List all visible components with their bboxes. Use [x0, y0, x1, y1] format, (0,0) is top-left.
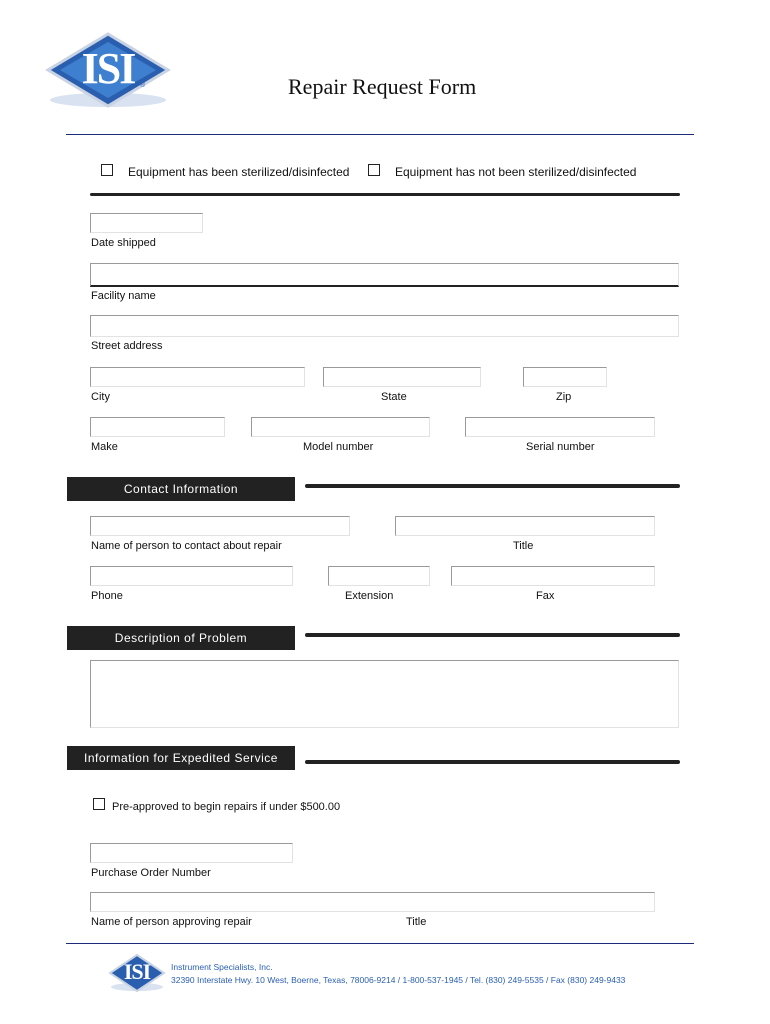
footer-divider: [66, 943, 694, 944]
sterilized-checkbox[interactable]: [101, 164, 113, 176]
facility-name-field[interactable]: [90, 263, 679, 287]
city-field[interactable]: [90, 367, 305, 387]
contact-title-label: Title: [513, 540, 534, 552]
phone-field[interactable]: [90, 566, 293, 586]
approver-name-label: Name of person approving repair: [91, 916, 252, 928]
approver-field[interactable]: [90, 892, 655, 912]
model-number-label: Model number: [303, 441, 374, 453]
contact-title-field[interactable]: [395, 516, 655, 536]
footer-company-name: Instrument Specialists, Inc.: [171, 962, 273, 972]
state-field[interactable]: [323, 367, 481, 387]
make-field[interactable]: [90, 417, 225, 437]
expedited-section-rule: [305, 760, 680, 764]
company-logo: [44, 30, 172, 112]
fax-label: Fax: [536, 590, 555, 602]
sterilized-label: Equipment has been sterilized/disinfected: [128, 165, 350, 179]
approver-title-label: Title: [406, 916, 427, 928]
extension-label: Extension: [345, 590, 394, 602]
footer-logo-text: ISI: [123, 959, 151, 984]
city-label: City: [91, 391, 110, 403]
serial-number-label: Serial number: [526, 441, 595, 453]
problem-section-rule: [305, 633, 680, 637]
not-sterilized-checkbox[interactable]: [368, 164, 380, 176]
page-title: Repair Request Form: [288, 74, 477, 99]
logo-text: ISI: [81, 44, 135, 93]
serial-number-field[interactable]: [465, 417, 655, 437]
registered-mark: ®: [140, 82, 146, 89]
date-shipped-field[interactable]: [90, 213, 203, 233]
po-number-label: Purchase Order Number: [91, 867, 211, 879]
header-divider: [66, 134, 694, 135]
zip-field[interactable]: [523, 367, 607, 387]
contact-section-rule: [305, 484, 680, 488]
sterilization-divider: [90, 193, 680, 196]
street-address-field[interactable]: [90, 315, 679, 337]
footer-address: 32390 Interstate Hwy. 10 West, Boerne, Texas, 78006-9214 / 1-800-537-1945 / Tel. (830) 249-5535 / Fax (830) 249-9433: [171, 975, 626, 985]
model-number-field[interactable]: [251, 417, 430, 437]
contact-section-header: Contact Information: [67, 477, 295, 501]
footer-logo: [108, 953, 166, 993]
phone-label: Phone: [91, 590, 123, 602]
facility-name-label: Facility name: [91, 290, 156, 302]
state-label: State: [381, 391, 407, 403]
contact-name-field[interactable]: [90, 516, 350, 536]
zip-label: Zip: [556, 391, 572, 403]
expedited-section-header: Information for Expedited Service: [67, 746, 295, 770]
problem-section-header: Description of Problem: [67, 626, 295, 650]
fax-field[interactable]: [451, 566, 655, 586]
make-label: Make: [91, 441, 118, 453]
street-address-label: Street address: [91, 340, 163, 352]
extension-field[interactable]: [328, 566, 430, 586]
preapproved-label: Pre-approved to begin repairs if under $500.00: [112, 801, 341, 813]
not-sterilized-label: Equipment has not been sterilized/disinfected: [395, 165, 637, 179]
preapproved-checkbox[interactable]: [93, 798, 105, 810]
contact-name-label: Name of person to contact about repair: [91, 540, 282, 552]
date-shipped-label: Date shipped: [91, 237, 156, 249]
problem-description-textarea[interactable]: [90, 660, 679, 728]
po-number-field[interactable]: [90, 843, 293, 863]
